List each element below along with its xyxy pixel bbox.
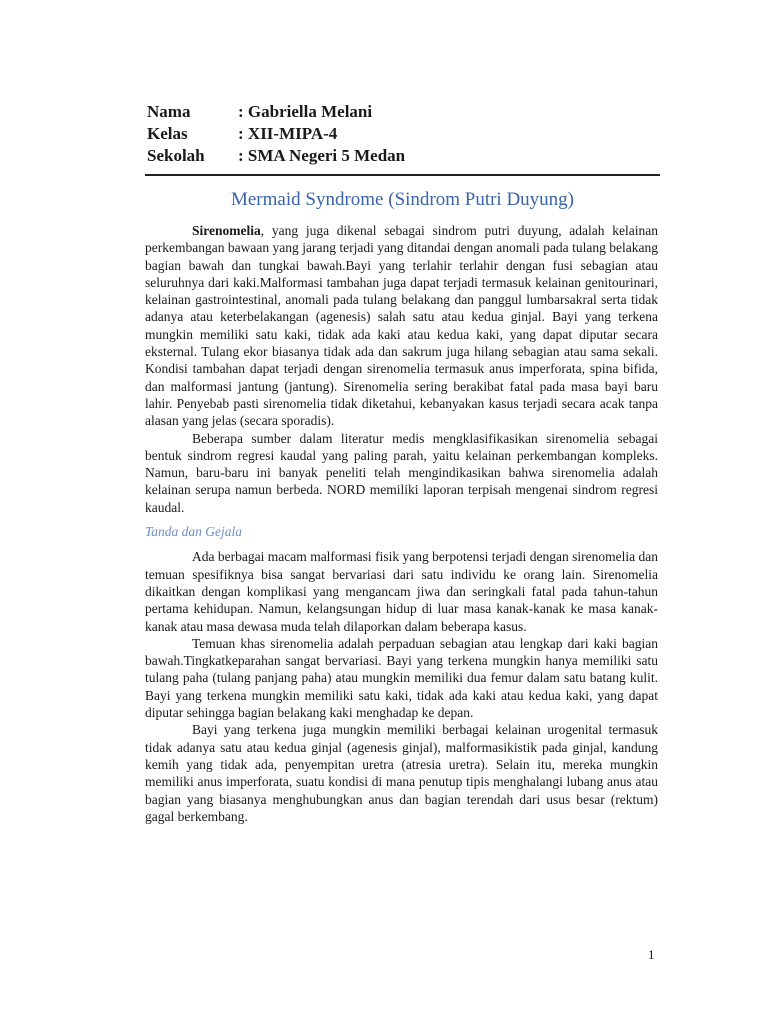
section-heading: Tanda dan Gejala (145, 524, 243, 540)
paragraph-2: Beberapa sumber dalam literatur medis mengklasifikasikan sirenomelia sebagai bentuk sindrom regresi kaudal yang paling parah, yaitu kelainan perkembangan kompleks. Namun, baru-baru ini banyak peneliti telah mengindikasikan bahwa sirenomelia adalah kelainan serupa namun berbeda. NORD memiliki laporan terpisah mengenai sindrom regresi kaudal. (145, 430, 658, 515)
document-body (145, 222, 658, 825)
name-value: : Gabriella Melani (238, 102, 373, 121)
paragraph-5: Bayi yang terkena juga mungkin memiliki berbagai kelainan urogenital termasuk tidak adanya satu atau kedua ginjal (agenesis ginjal), malformasikistik pada ginjal, kandung kemih yang tidak ada, penyempitan uretra (atresia uretra). Selain itu, mereka mungkin memiliki anus imperforata, suatu kondisi di mana penutup tipis menghalangi lubang anus atau bagian yang biasanya menghubungkan anus dan bagian terendah dari usus besar (rektum) gagal berkembang. (145, 722, 658, 824)
paragraph-1-lead-term: Sirenomelia (192, 223, 261, 238)
paragraph-1-text: , yang juga dikenal sebagai sindrom putri duyung, adalah kelainan perkembangan bawaan yang jarang terjadi yang ditandai dengan anomali pada tulang belakang bagian bawah dan tungkai bawah.Bayi yang terlahir terlahir dengan fusi sebagian atau seluruhnya dari kaki.Malformasi tambahan juga dapat terjadi termasuk kelainan genitourinari, kelainan gastrointestinal, anomali pada tulang belakang dan panggul lumbarsakral serta tidak adanya atau keterbelakangan (agenesis) salah satu atau kedua ginjal. Bayi yang terkena mungkin memiliki satu kaki, tidak ada kaki atau kedua kaki, yang dapat diputar secara eksternal. Tulang ekor biasanya tidak ada dan sakrum juga hilang sebagian atau sama sekali. Kondisi tambahan dapat terjadi dengan sirenomelia termasuk anus imperforata, spina bifida, dan malformasi jantung (jantung). Sirenomelia sering berakibat fatal pada masa bayi baru lahir. Penyebab pasti sirenomelia tidak diketahui, kebanyakan kasus terjadi secara acak tanpa alasan yang jelas (secara sporadis). (145, 223, 658, 429)
header-divider (145, 174, 660, 176)
paragraph-4: Temuan khas sirenomelia adalah perpaduan sebagian atau lengkap dari kaki bagian bawah.Tingkatkeparahan sangat bervariasi. Bayi yang terkena mungkin hanya memiliki satu tulang paha (tulang panjang paha) atau mungkin memiliki dua femur dalam satu batang kulit. Bayi yang terkena mungkin memiliki satu kaki, tidak ada kaki atau kedua kaki, yang dapat diputar sehingga bagian belakang kaki menghadap ke depan. (145, 635, 658, 721)
page-number: 1 (648, 947, 655, 962)
class-value: : XII-MIPA-4 (238, 124, 338, 143)
student-info-header (147, 101, 405, 167)
document-title: Mermaid Syndrome (Sindrom Putri Duyung) (230, 189, 575, 210)
school-value: : SMA Negeri 5 Medan (238, 146, 406, 165)
name-row (147, 101, 405, 123)
name-label: Nama (147, 102, 191, 121)
paragraph-1 (145, 222, 658, 430)
paragraph-3: Ada berbagai macam malformasi fisik yang berpotensi terjadi dengan sirenomelia dan temuan spesifiknya bisa sangat bervariasi dari satu individu ke orang lain. Sirenomelia dikaitkan dengan komplikasi yang mengancam jiwa dan seringkali fatal pada tahun-tahun pertama kehidupan. Namun, kelangsungan hidup di luar masa kanak-kanak ke masa kanak-kanak atau masa dewasa muda telah dilaporkan dalam beberapa kasus. (145, 549, 658, 634)
school-label: Sekolah (147, 146, 205, 165)
class-label: Kelas (147, 124, 188, 143)
school-row (147, 145, 405, 167)
class-row (147, 123, 405, 145)
